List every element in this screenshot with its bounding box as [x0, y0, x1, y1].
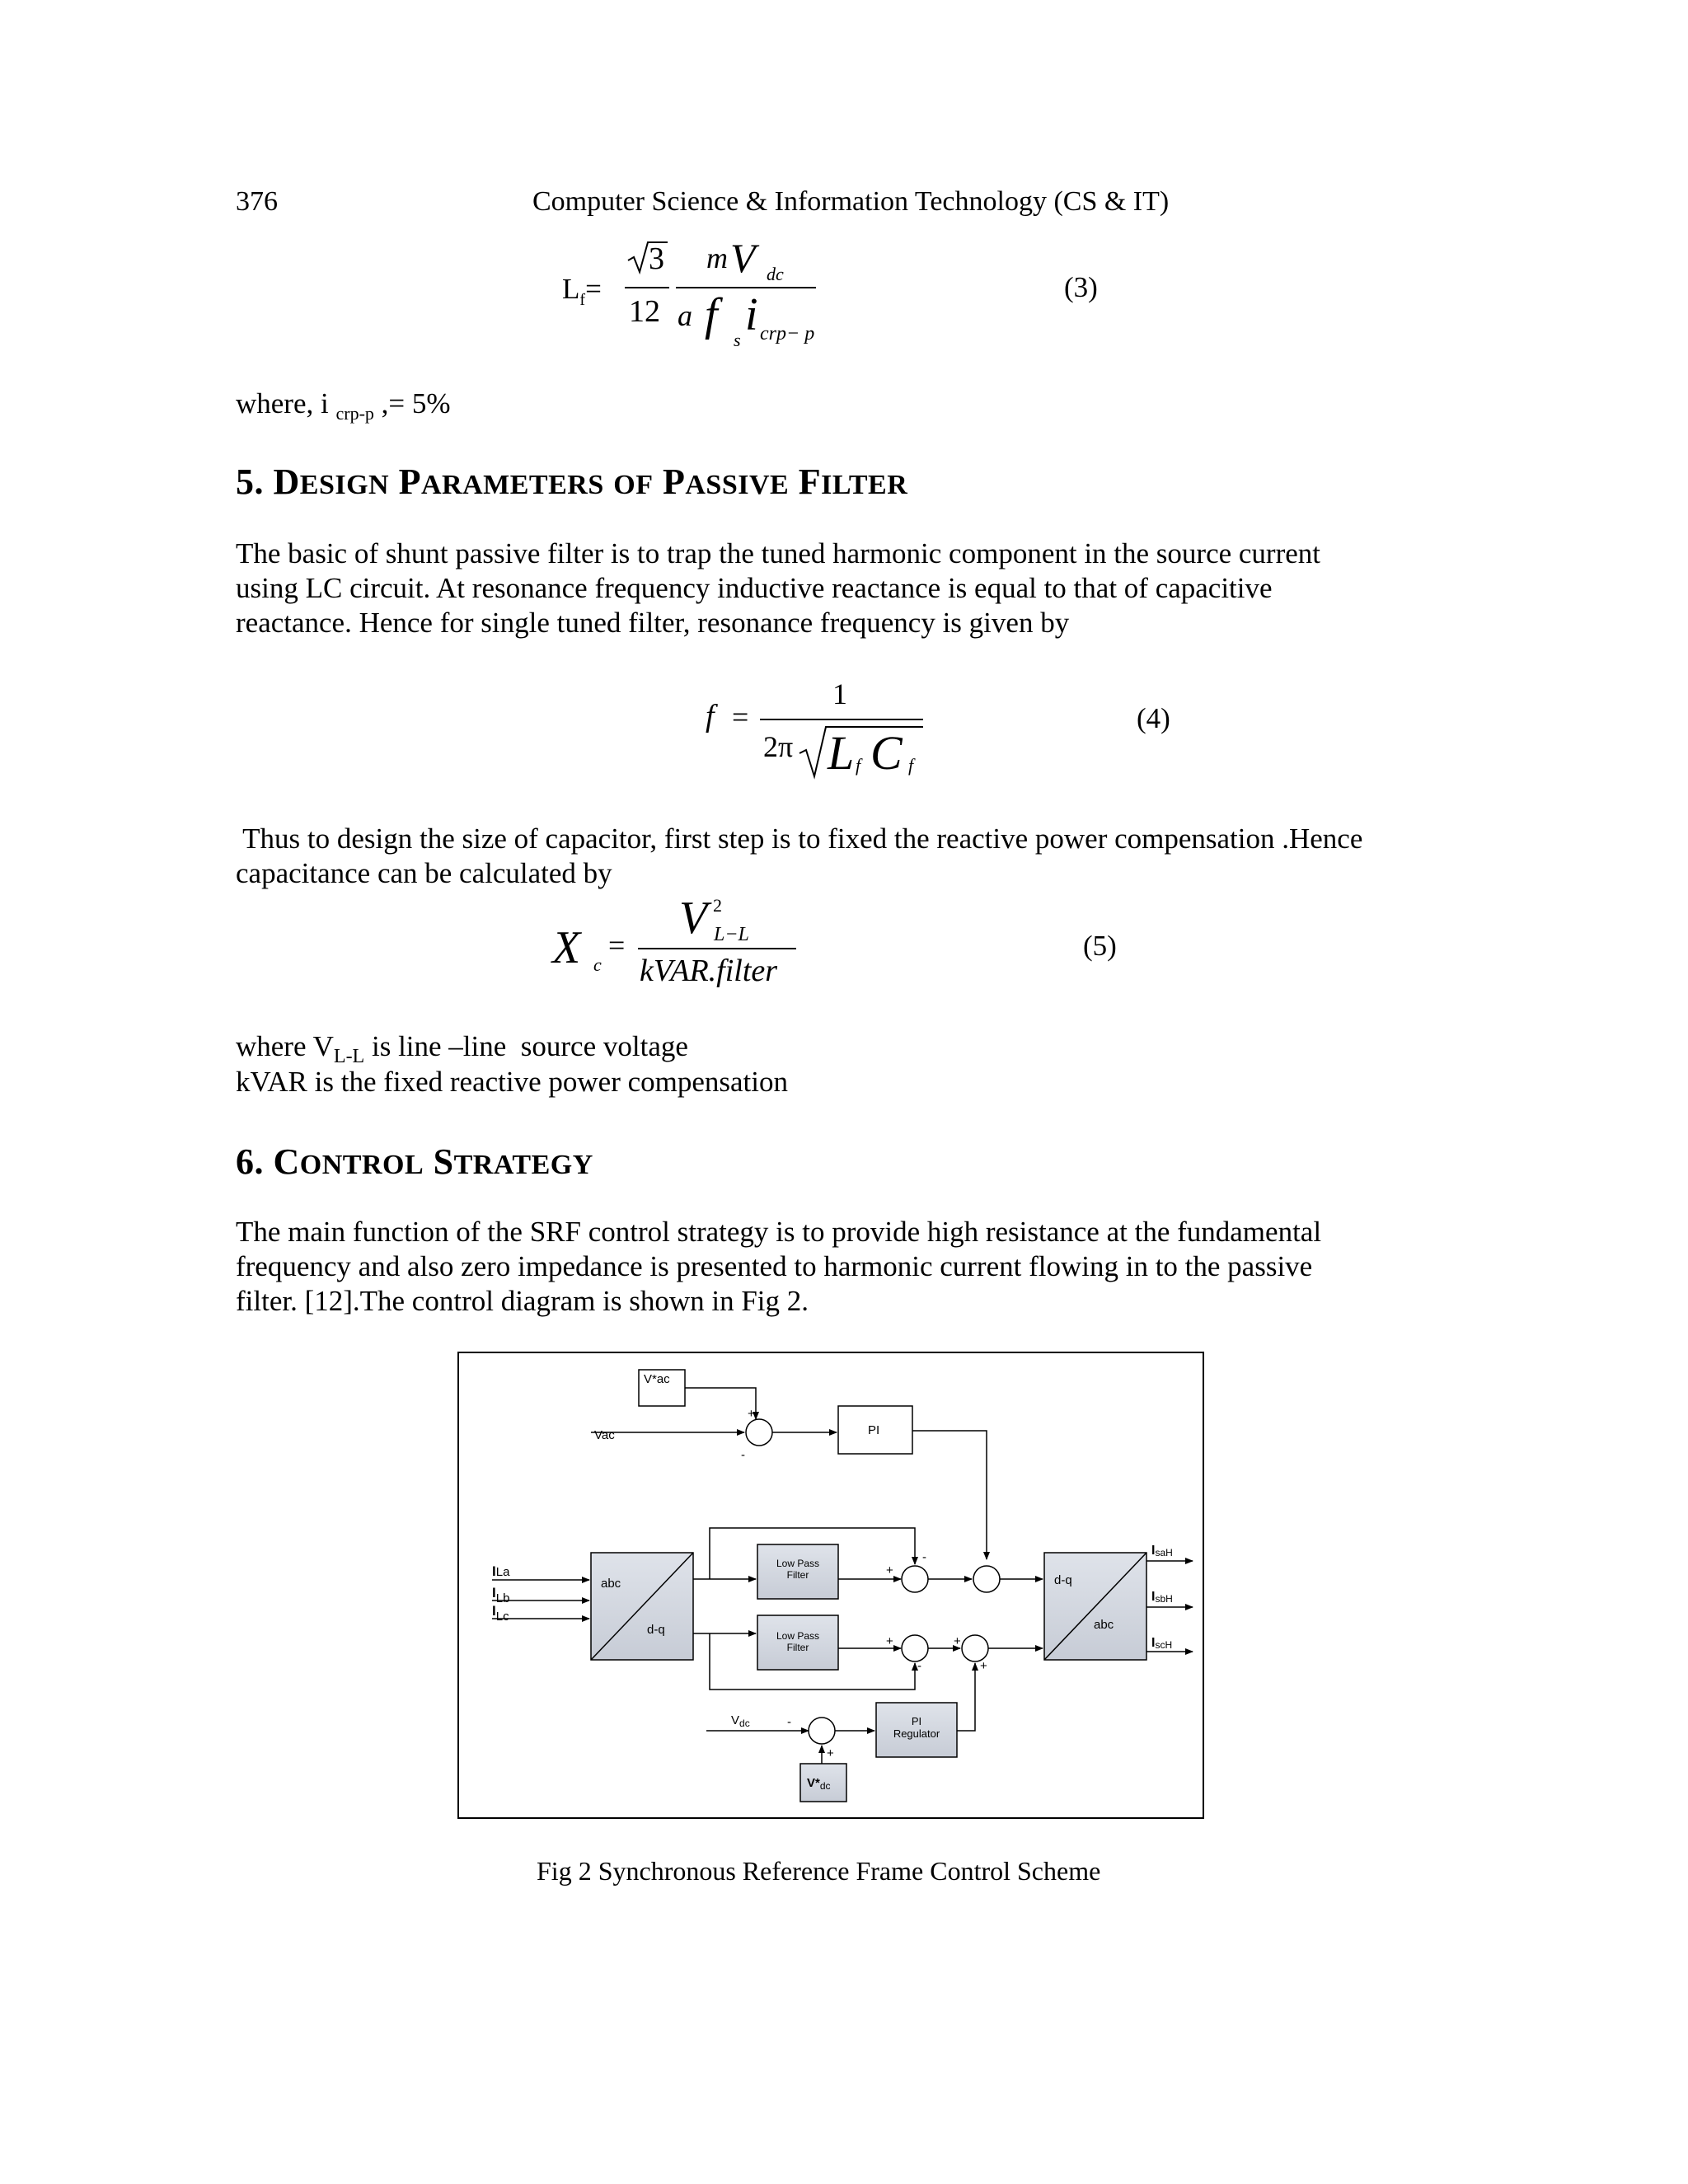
eq3-lhs-sub: f — [579, 291, 586, 309]
lpf1-line2: Filter — [786, 1569, 809, 1581]
minus-sign: - — [787, 1715, 791, 1729]
summing-junction — [902, 1566, 928, 1592]
eq3-dc: dc — [767, 264, 784, 284]
control-diagram-figure — [457, 1352, 1204, 1819]
ila-label: ILa — [492, 1563, 510, 1579]
where-icrp-sub: crp-p — [335, 403, 374, 424]
where-icrp-suffix: ,= 5% — [373, 387, 451, 419]
where-vll-sub: L-L — [333, 1046, 365, 1067]
eq3-i: i — [745, 289, 758, 340]
eq4-L: L — [828, 726, 855, 780]
eq4-C-sub: f — [908, 755, 914, 776]
eq5-frac-line — [638, 948, 796, 949]
paragraph-line: reactance. Hence for single tuned filter, resonance frequency is given by — [236, 607, 1070, 639]
where-vll-suffix: is line –line source voltage — [364, 1030, 688, 1062]
eq3-frac-line-1 — [625, 287, 669, 288]
dq-label: d-q — [647, 1623, 665, 1637]
eq3-f: f — [705, 289, 718, 340]
eq4-f: f — [706, 699, 715, 733]
vref-dc-label: $V*_{dc}$ — [807, 1776, 831, 1792]
dq-out-label: d-q — [1054, 1573, 1072, 1587]
eq4-C: C — [870, 726, 903, 780]
minus-sign: - — [917, 1659, 921, 1673]
isa-label: IsaH — [1151, 1544, 1173, 1558]
capacitor-paragraph — [236, 822, 1439, 891]
section-6-heading: 6. CONTROL STRATEGY — [236, 1141, 593, 1182]
vac-label: Vac — [594, 1428, 615, 1442]
plus-sign: + — [886, 1563, 893, 1577]
eq3-twelve: 12 — [629, 294, 660, 329]
eq4-number: (4) — [1137, 702, 1170, 734]
kvar-line: kVAR is the fixed reactive power compensation — [236, 1066, 789, 1098]
summing-junction — [746, 1419, 772, 1446]
lpf2-line2: Filter — [786, 1642, 809, 1653]
vref-ac-label: V*ac — [644, 1372, 670, 1386]
vdc-label: $V_{dc}$ — [731, 1713, 750, 1729]
minus-sign: - — [922, 1550, 926, 1564]
paragraph-line: capacitance can be calculated by — [236, 857, 612, 889]
eq4-one: 1 — [832, 677, 847, 710]
summing-junction — [809, 1718, 835, 1744]
eq3-sqrt-arg: 3 — [649, 241, 664, 276]
eq3-crp: crp− p — [760, 323, 815, 344]
eq5-number: (5) — [1083, 930, 1117, 962]
plus-sign: + — [748, 1407, 755, 1421]
figure-caption: Fig 2 Synchronous Reference Frame Control Scheme — [537, 1856, 1101, 1886]
eq5-sup: 2 — [713, 895, 722, 916]
where-icrp-line — [236, 387, 451, 424]
eq5-X-sub: c — [593, 954, 602, 975]
eq4-two-pi: 2π — [763, 730, 794, 763]
page-number: 376 — [236, 186, 278, 217]
eq3-m: m — [706, 241, 728, 274]
paragraph-line: The basic of shunt passive filter is to trap the tuned harmonic component in the source current — [236, 537, 1321, 569]
eq3-equals: = — [585, 273, 602, 305]
minus-sign: - — [741, 1448, 745, 1462]
running-header: Computer Science & Information Technology (CS & IT) — [532, 186, 1170, 217]
section-6-number: 6. — [236, 1141, 264, 1182]
abc-out-label: abc — [1094, 1618, 1114, 1632]
isb-label: IsbH — [1151, 1590, 1173, 1605]
paragraph-line: The main function of the SRF control strategy is to provide high resistance at the fundamental — [236, 1216, 1322, 1248]
eq3-V: V — [730, 235, 756, 281]
ilc-label: ILc — [492, 1603, 509, 1624]
section-5-heading: 5. DESIGN PARAMETERS OF PASSIVE FILTER — [236, 462, 908, 502]
section-5-number: 5. — [236, 462, 264, 502]
paragraph-line: filter. [12].The control diagram is shown in Fig 2. — [236, 1285, 809, 1317]
eq4-L-sub: f — [856, 755, 861, 776]
paragraph-line: using LC circuit. At resonance frequency inductive reactance is equal to that of capacitive — [236, 572, 1273, 604]
eq4-frac-line — [760, 719, 923, 720]
section-6-paragraph — [236, 1215, 1439, 1319]
eq5-X: X — [552, 922, 581, 973]
plus-sign: + — [980, 1659, 987, 1673]
summing-junction — [973, 1566, 1000, 1592]
lpf2-line1: Low Pass — [776, 1630, 820, 1642]
summing-junction — [902, 1635, 928, 1661]
eq3-lhs: L — [562, 273, 580, 305]
pi-reg-line1: PI — [911, 1715, 922, 1727]
paragraph-line: frequency and also zero impedance is presented to harmonic current flowing in to the passive — [236, 1250, 1313, 1282]
pi-reg-line2: Regulator — [893, 1727, 940, 1740]
ilb-label: ILb — [492, 1585, 510, 1605]
plus-sign: + — [954, 1634, 961, 1648]
where-vll-line — [236, 1029, 688, 1067]
eq3-number: (3) — [1064, 271, 1098, 303]
isc-label: IscH — [1151, 1636, 1173, 1651]
eq5-V: V — [679, 893, 708, 944]
where-icrp-prefix: where, i — [236, 387, 336, 419]
eq5-denominator: kVAR.filter — [640, 954, 778, 988]
summing-junction — [962, 1635, 988, 1661]
plus-sign: + — [886, 1634, 893, 1648]
section-5-paragraph — [236, 537, 1439, 640]
plus-sign: + — [827, 1746, 834, 1760]
eq5-equals: = — [608, 929, 626, 962]
eq4-equals: = — [732, 701, 749, 733]
pi-label: PI — [868, 1423, 880, 1437]
eq5-sub: L−L — [714, 924, 749, 945]
abc-label: abc — [601, 1577, 621, 1591]
eq3-a: a — [678, 299, 692, 332]
lpf1-line1: Low Pass — [776, 1558, 820, 1569]
eq3-s: s — [734, 330, 741, 350]
control-diagram — [459, 1353, 1203, 1817]
paragraph-line: Thus to design the size of capacitor, first step is to fixed the reactive power compensation .Hence — [236, 823, 1363, 855]
where-vll-prefix: where V — [236, 1030, 334, 1062]
